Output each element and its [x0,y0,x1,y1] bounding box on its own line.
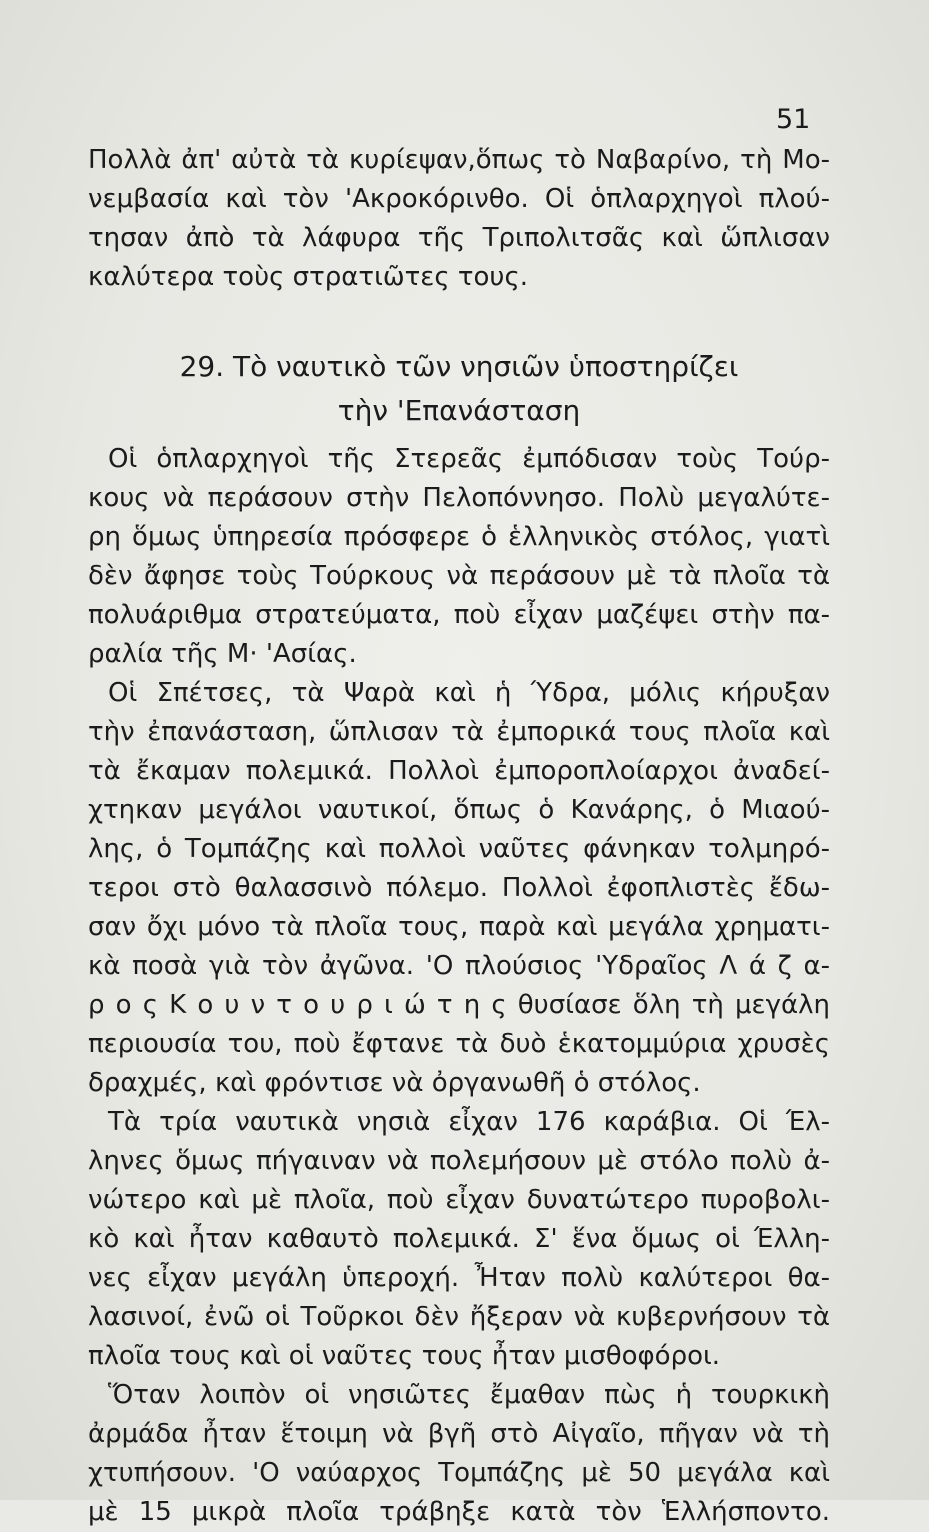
text-line: ρ ο ς Κ ο υ ν τ ο υ ρ ι ώ τ η ς θυσίασε ὅλη τὴ μεγάλη [88,990,830,1020]
text-line: νες εἶχαν μεγάλη ὑπεροχή. Ἦταν πολὺ καλύτεροι θα- [88,1263,830,1293]
text-line: τὰ ἔκαμαν πολεμικά. Πολλοὶ ἐμποροπλοίαρχοι ἀναδεί- [88,756,830,786]
text-line: κὰ ποσὰ γιὰ τὸν ἀγῶνα. 'Ο πλούσιος 'Υδραῖος Λ ά ζ α- [88,951,830,981]
text-line: Οἱ Σπέτσες, τὰ Ψαρὰ καὶ ἡ Ύδρα, μόλις κήρυξαν [108,678,830,708]
text-line: Οἱ ὁπλαρχηγοὶ τῆς Στερεᾶς ἐμπόδισαν τοὺς Τούρ- [108,444,830,474]
page-number: 51 [776,104,811,135]
text-line: δραχμές, καὶ φρόντισε νὰ ὀργανωθῆ ὁ στόλος. [88,1068,701,1098]
text-line: λης, ὁ Τομπάζης καὶ πολλοὶ ναῦτες φάνηκαν τολμηρό- [88,834,830,864]
text-line: ἀρμάδα ἦταν ἕτοιμη νὰ βγῆ στὸ Αἰγαῖο, πῆγαν νὰ τὴ [88,1419,830,1449]
heading-line-2: τὴν 'Επανάσταση [337,394,581,427]
text-line: χτηκαν μεγάλοι ναυτικοί, ὅπως ὁ Κανάρης, ὁ Μιαού- [88,795,830,825]
section-heading [88,345,830,433]
text-line: τεροι στὸ θαλασσινὸ πόλεμο. Πολλοὶ ἐφοπλιστὲς ἔδω- [88,873,830,903]
intro-paragraph [88,141,830,297]
text-line: τὴν ἐπανάσταση, ὥπλισαν τὰ ἐμπορικά τους πλοῖα καὶ [88,717,830,747]
text-line: τησαν ἀπὸ τὰ λάφυρα τῆς Τριπολιτσᾶς καὶ ὥπλισαν [88,223,830,253]
text-line: μὲ 15 μικρὰ πλοῖα τράβηξε κατὰ τὸν Ἑλλήσποντο. [88,1497,830,1527]
text-line: λασινοί, ἐνῶ οἱ Τοῦρκοι δὲν ἤξεραν νὰ κυβερνήσουν τὰ [88,1302,830,1332]
text-line: δὲν ἄφησε τοὺς Τούρκους νὰ περάσουν μὲ τὰ πλοῖα τὰ [88,561,830,591]
text-line: πλοῖα τους καὶ οἱ ναῦτες τους ἦταν μισθοφόροι. [88,1341,721,1371]
text-line: κὸ καὶ ἦταν καθαυτὸ πολεμικά. Σ' ἕνα ὅμως οἱ Έλλη- [88,1224,830,1254]
text-line: χτυπήσουν. 'Ο ναύαρχος Τομπάζης μὲ 50 μεγάλα καὶ [88,1458,830,1488]
text-line: σαν ὄχι μόνο τὰ πλοῖα τους, παρὰ καὶ μεγάλα χρηματι- [88,912,830,942]
text-line: ραλία τῆς Μ· 'Ασίας. [88,639,357,669]
text-line: καλύτερα τοὺς στρατιῶτες τους. [88,262,528,292]
text-line: περιουσία του, ποὺ ἔφτανε τὰ δυὸ ἑκατομμύρια χρυσὲς [88,1029,830,1059]
text-line: ληνες ὅμως πήγαιναν νὰ πολεμήσουν μὲ στόλο πολὺ ἀ- [88,1146,830,1176]
heading-line-1: 29. Τὸ ναυτικὸ τῶν νησιῶν ὑποστηρίζει [179,350,739,383]
text-line: ρη ὅμως ὑπηρεσία πρόσφερε ὁ ἑλληνικὸς στόλος, γιατὶ [88,522,830,552]
text-line: κους νὰ περάσουν στὴν Πελοπόννησο. Πολὺ μεγαλύτε- [88,483,830,513]
text-line: Ὅταν λοιπὸν οἱ νησιῶτες ἔμαθαν πὼς ἡ τουρκικὴ [108,1380,830,1410]
text-line: Τὰ τρία ναυτικὰ νησιὰ εἶχαν 176 καράβια. Οἱ Έλ- [108,1107,830,1137]
text-line: πολυάριθμα στρατεύματα, ποὺ εἶχαν μαζέψει στὴν πα- [88,600,830,630]
body-text [88,440,830,1532]
text-line: νεμβασία καὶ τὸν 'Ακροκόρινθο. Οἱ ὁπλαρχηγοὶ πλού- [88,184,830,214]
text-line: Πολλὰ ἀπ' αὐτὰ τὰ κυρίεψαν,ὅπως τὸ Ναβαρίνο, τὴ Μο- [88,145,830,175]
text-line: νώτερο καὶ μὲ πλοῖα, ποὺ εἶχαν δυνατώτερο πυροβολι- [88,1185,830,1215]
